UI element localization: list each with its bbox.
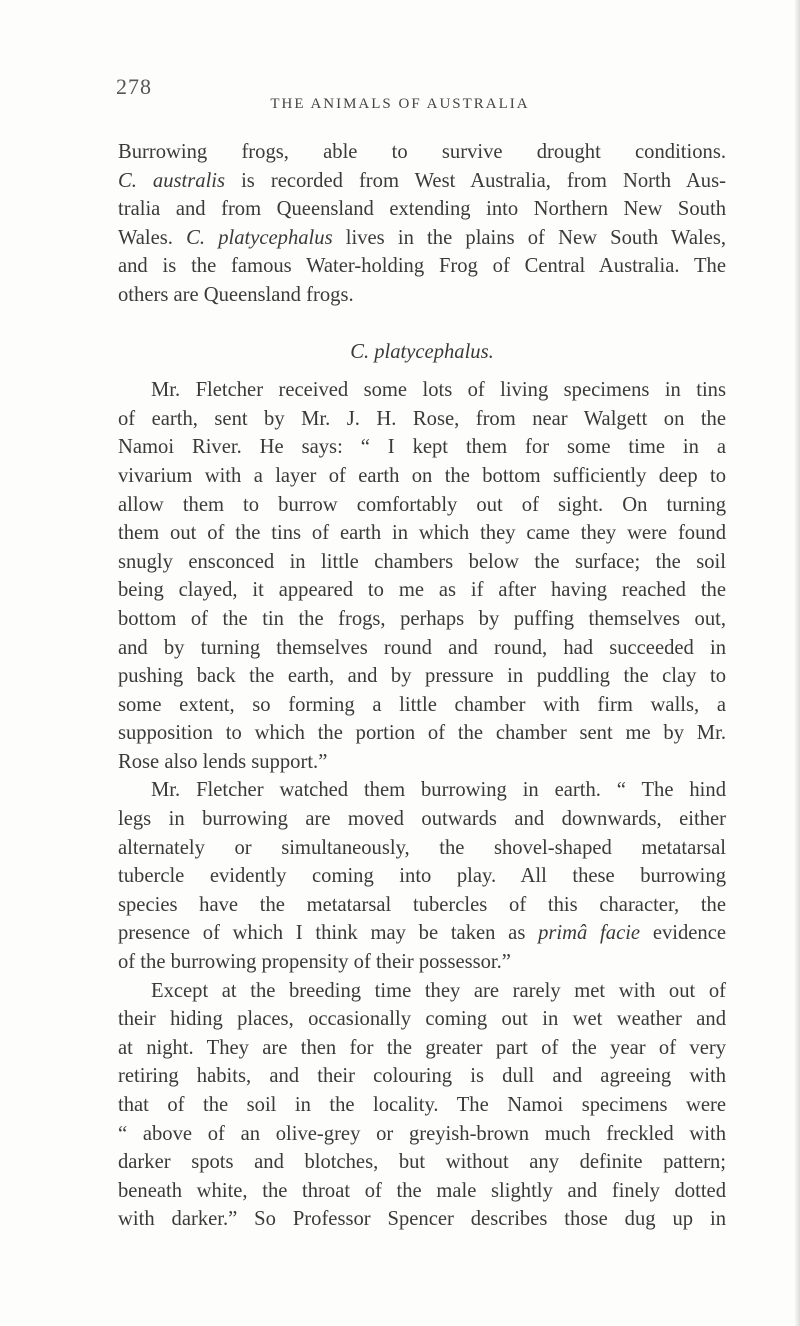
text-line: them out of the tins of earth in which they came they were found bbox=[118, 522, 726, 545]
text-line: at night. They are then for the greater part of the year of very bbox=[118, 1036, 726, 1059]
text-line: tubercle evidently coming into play. All these burrowing bbox=[118, 865, 726, 888]
subheading-text: C. platycephalus. bbox=[350, 340, 494, 363]
paragraph-breeding-habits bbox=[118, 977, 726, 1234]
text-line: presence of which I think may be taken as primâ facie evidence bbox=[118, 922, 727, 945]
paragraph-burrowing-frogs bbox=[118, 138, 726, 310]
text-line: their hiding places, occasionally coming out in wet weather and bbox=[118, 1008, 726, 1031]
text-line: Mr. Fletcher received some lots of living specimens in tins bbox=[151, 379, 726, 402]
text-line: beneath white, the throat of the male slightly and finely dotted bbox=[118, 1179, 726, 1202]
text-line: tralia and from Queensland extending into Northern New South bbox=[118, 198, 726, 221]
text-line: snugly ensconced in little chambers below the surface; the soil bbox=[118, 550, 726, 573]
text-line: of the burrowing propensity of their possessor.” bbox=[118, 951, 511, 974]
text-line: “ above of an olive-grey or greyish-brown much freckled with bbox=[118, 1122, 726, 1145]
text-line: Rose also lends support.” bbox=[118, 750, 328, 773]
text-line: retiring habits, and their colouring is dull and agreeing with bbox=[118, 1065, 726, 1088]
running-head: THE ANIMALS OF AUSTRALIA bbox=[270, 96, 530, 112]
text-line: Except at the breeding time they are rarely met with out of bbox=[151, 979, 726, 1002]
text-line: darker spots and blotches, but without any definite pattern; bbox=[118, 1151, 726, 1174]
subheading-platycephalus bbox=[118, 338, 726, 367]
text-line: of earth, sent by Mr. J. H. Rose, from near Walgett on the bbox=[118, 407, 726, 430]
text-line: allow them to burrow comfortably out of sight. On turning bbox=[118, 493, 726, 516]
text-line: supposition to which the portion of the chamber sent me by Mr. bbox=[118, 722, 726, 745]
text-line: that of the soil in the locality. The Namoi specimens were bbox=[118, 1094, 726, 1116]
text-line: species have the metatarsal tubercles of this character, the bbox=[118, 893, 726, 916]
text-line: and by turning themselves round and round, had succeeded in bbox=[118, 636, 726, 659]
page-edge-shadow bbox=[794, 0, 800, 1326]
paragraph-fletcher-burrowing bbox=[118, 776, 726, 976]
text-line: Namoi River. He says: “ I kept them for some time in a bbox=[118, 436, 726, 459]
text-line: pushing back the earth, and by pressure in puddling the clay to bbox=[118, 665, 726, 688]
text-line: with darker.” So Professor Spencer describes those dug up in bbox=[118, 1208, 726, 1231]
text-line: Burrowing frogs, able to survive drought conditions. bbox=[118, 141, 726, 163]
text-line: others are Queensland frogs. bbox=[118, 283, 354, 306]
text-line: Mr. Fletcher watched them burrowing in earth. “ The hind bbox=[151, 779, 726, 802]
text-line: Wales. C. platycephalus lives in the plains of New South Wales, bbox=[118, 226, 726, 249]
page-number: 278 bbox=[116, 74, 152, 99]
text-line: and is the famous Water-holding Frog of Central Australia. The bbox=[118, 255, 726, 278]
section-gap bbox=[118, 310, 726, 338]
text-line: being clayed, it appeared to me as if after having reached the bbox=[118, 579, 726, 602]
paragraph-fletcher-specimens bbox=[118, 376, 726, 776]
text-line: alternately or simultaneously, the shovel-shaped metatarsal bbox=[118, 836, 726, 859]
text-line: vivarium with a layer of earth on the bottom sufficiently deep to bbox=[118, 464, 726, 487]
text-line: bottom of the tin the frogs, perhaps by puffing themselves out, bbox=[118, 607, 726, 630]
body-text bbox=[118, 138, 726, 1234]
section-gap bbox=[118, 366, 726, 376]
text-line: some extent, so forming a little chamber with firm walls, a bbox=[118, 693, 726, 716]
text-line: legs in burrowing are moved outwards and downwards, either bbox=[118, 808, 726, 831]
text-line: C. australis is recorded from West Australia, from North Aus- bbox=[118, 169, 726, 192]
